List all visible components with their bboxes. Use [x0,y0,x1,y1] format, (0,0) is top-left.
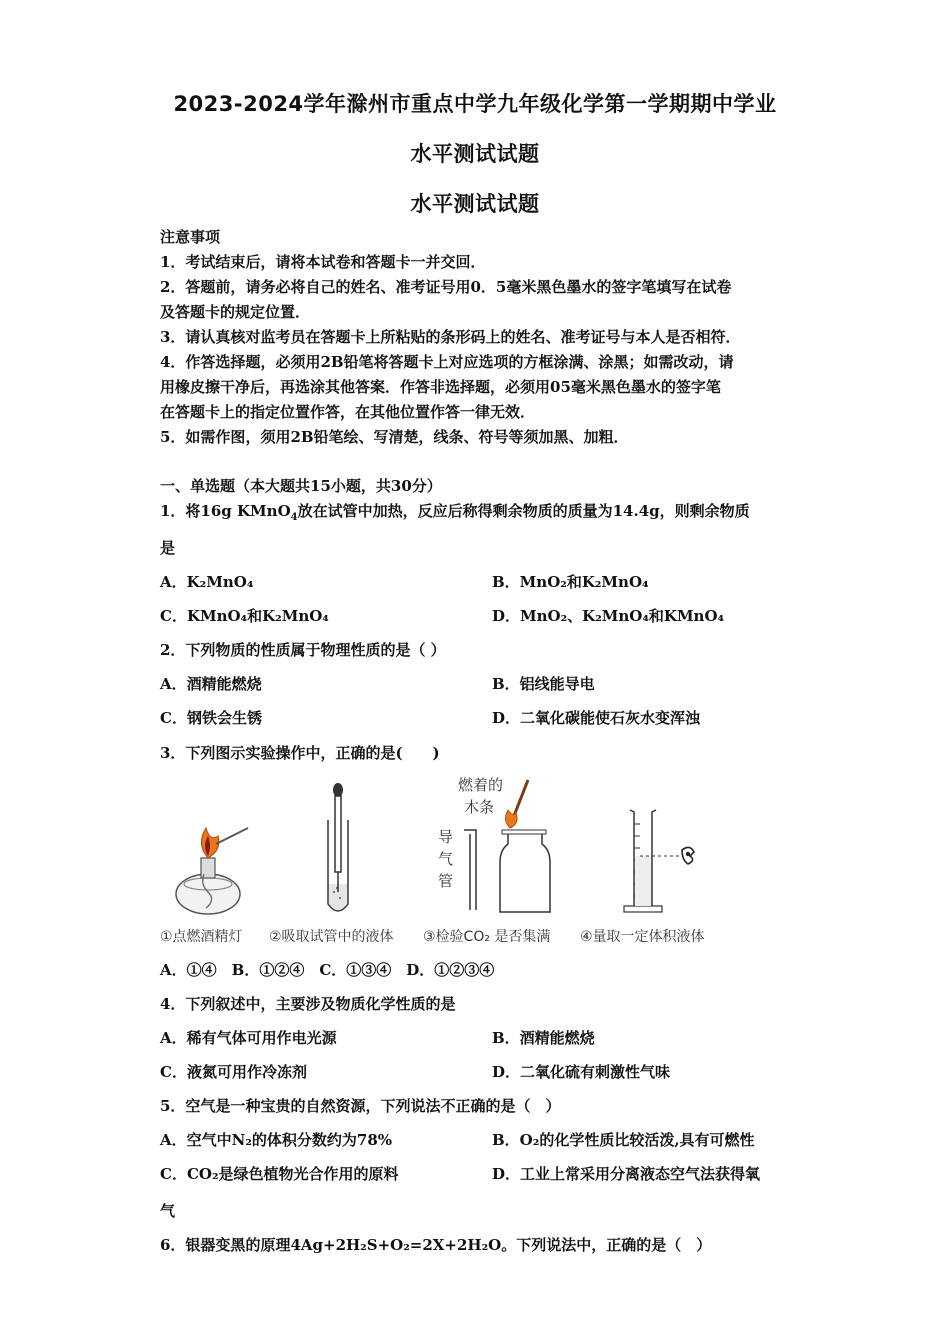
notice-item: 及答题卡的规定位置． [160,303,311,321]
q2-option-b: B．铝线能导电 [492,675,595,693]
co2-collection-figure [430,772,570,922]
q1-option-a: A．K₂MnO₄ [160,573,254,591]
dropper-test-tube-figure [318,780,358,920]
q3-options: A．①④ B．①②④ C．①③④ D．①②③④ [160,961,495,979]
notice-heading: 注意事项 [160,228,221,246]
graduated-cylinder-figure [620,804,710,920]
q4-stem: 4．下列叙述中，主要涉及物质化学性质的是 [160,995,456,1013]
figure-caption-3: ③检验CO₂ 是否集满 [423,929,551,945]
notice-item: 2．答题前，请务必将自己的姓名、准考证号用0．5毫米黑色墨水的签字笔填写在试卷 [160,278,732,296]
q5-option-d: D．工业上常采用分离液态空气法获得氧 [492,1165,761,1183]
alcohol-lamp-figure [168,822,258,922]
notice-item: 在答题卡上的指定位置作答，在其他位置作答一律无效． [160,403,536,421]
q5-option-b: B．O₂的化学性质比较活泼,具有可燃性 [492,1131,755,1149]
q5-option-d-continued: 气 [160,1202,176,1220]
burning-splint-label: 燃着的 [458,776,504,794]
q2-option-d: D．二氧化碳能使石灰水变浑浊 [492,709,701,727]
q1-stem-part-b: 放在试管中加热，反应后称得剩余物质的质量为14.4g，则剩余物质 [297,502,750,520]
paper-title-line-2: 水平测试试题 [410,142,540,166]
paper-title-line-3: 水平测试试题 [410,192,540,216]
q1-stem-part-a: 1．将16g KMnO [160,502,291,520]
notice-item: 用橡皮擦干净后，再选涂其他答案．作答非选择题，必须用05毫米黑色墨水的签字笔 [160,378,721,396]
q4-option-b: B．酒精能燃烧 [492,1029,595,1047]
q4-option-d: D．二氧化硫有刺激性气味 [492,1063,671,1081]
q6-stem: 6．银器变黑的原理4Ag+2H₂S+O₂=2X+2H₂O。下列说法中，正确的是（ ） [160,1236,712,1254]
notice-item: 5．如需作图，须用2B铅笔绘、写清楚，线条、符号等须加黑、加粗． [160,428,629,446]
q3-stem: 3．下列图示实验操作中，正确的是( ) [160,744,440,762]
figure-caption-4: ④量取一定体积液体 [580,929,705,945]
q5-stem: 5．空气是一种宝贵的自然资源，下列说法不正确的是（ ） [160,1097,561,1115]
q4-option-c: C．液氮可用作冷冻剂 [160,1063,307,1081]
q1-option-c: C．KMnO₄和K₂MnO₄ [160,607,329,625]
q5-option-a: A．空气中N₂的体积分数约为78% [160,1131,393,1149]
q2-option-a: A．酒精能燃烧 [160,675,262,693]
q1-option-b: B．MnO₂和K₂MnO₄ [492,573,649,591]
figure-caption-1: ①点燃酒精灯 [160,929,243,945]
notice-item: 3．请认真核对监考员在答题卡上所粘贴的条形码上的姓名、准考证号与本人是否相符． [160,328,741,346]
paper-title-line-1: 2023-2024学年滁州市重点中学九年级化学第一学期期中学业 [173,92,777,116]
figure-caption-2: ②吸取试管中的液体 [269,929,394,945]
q5-option-c: C．CO₂是绿色植物光合作用的原料 [160,1165,399,1183]
burning-splint-label-2: 木条 [464,798,495,816]
q1-option-d: D．MnO₂、K₂MnO₄和KMnO₄ [492,607,725,625]
q2-stem: 2．下列物质的性质属于物理性质的是（ ） [160,641,446,659]
section-heading: 一、单选题（本大题共15小题，共30分） [160,477,442,495]
q4-option-a: A．稀有气体可用作电光源 [160,1029,337,1047]
gas-tube-label-2: 气 [438,850,454,868]
gas-tube-label-1: 导 [438,828,454,846]
q2-option-c: C．钢铁会生锈 [160,709,262,727]
gas-tube-label-3: 管 [438,872,454,890]
q1-stem-continued: 是 [160,539,176,557]
q1-stem: 1．将16g KMnO$_4$放在试管中加热，反应后称得剩余物质的质量为14.4g，则剩余物质 [160,502,750,523]
notice-item: 4．作答选择题，必须用2B铅笔将答题卡上对应选项的方框涂满、涂黑；如需改动，请 [160,353,734,371]
notice-item: 1．考试结束后，请将本试卷和答题卡一并交回． [160,253,486,271]
